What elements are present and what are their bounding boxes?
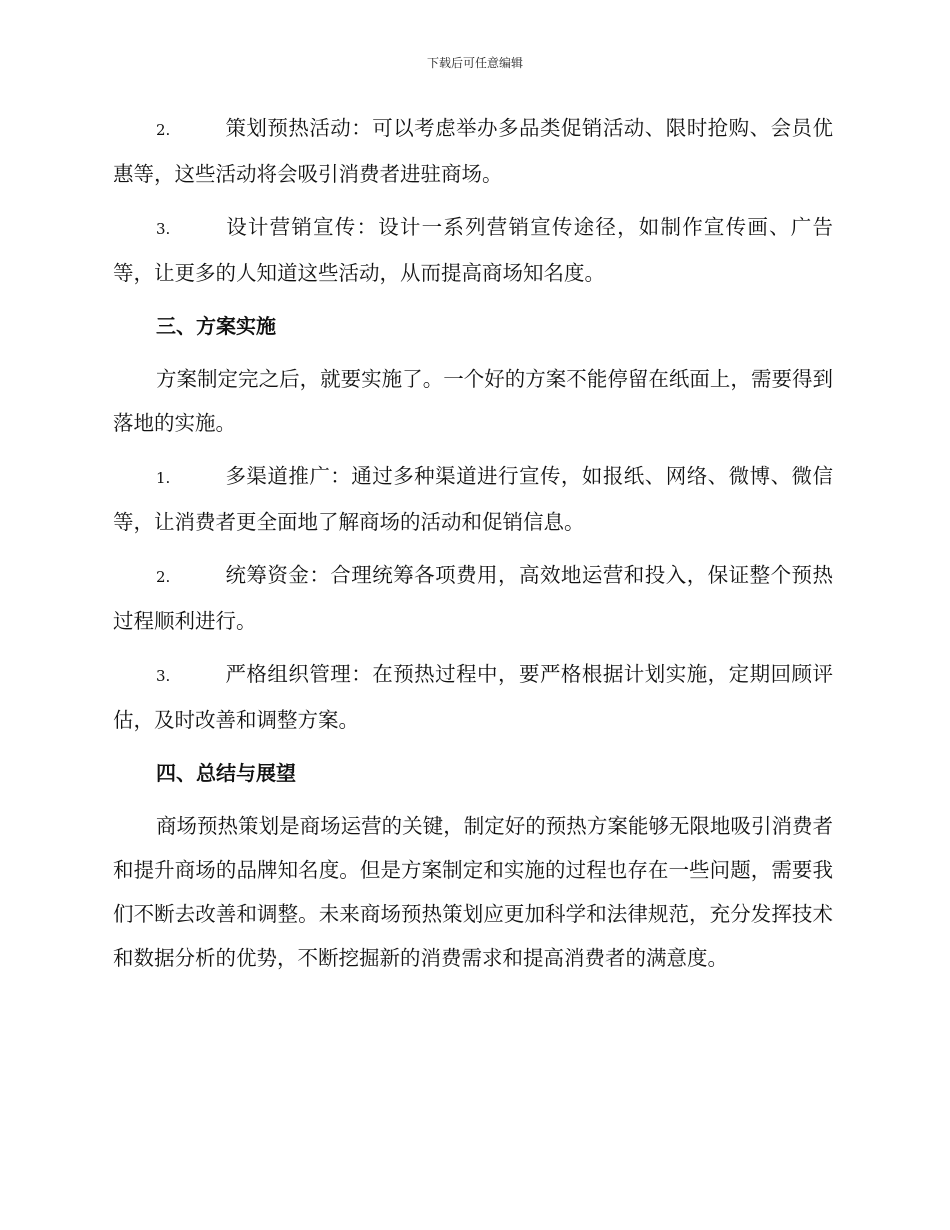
document-body: [113, 106, 833, 989]
list-item-text: 严格组织管理：在预热过程中，要严格根据计划实施，定期回顾评估，及时改善和调整方案。: [113, 662, 833, 732]
list-item: [113, 652, 833, 742]
section-heading-implementation: 三、方案实施: [156, 314, 276, 338]
list-item: [113, 454, 833, 544]
list-item-text: 多渠道推广：通过多种渠道进行宣传，如报纸、网络、微博、微信等，让消费者更全面地了解商场的活动和促销信息。: [113, 464, 833, 534]
list-item-number: 2.: [156, 568, 171, 586]
section-intro-paragraph: 方案制定完之后，就要实施了。一个好的方案不能停留在纸面上，需要得到落地的实施。: [113, 367, 833, 435]
list-item: [113, 205, 833, 295]
list-item-number: 1.: [156, 469, 171, 487]
list-item-number: 2.: [156, 121, 171, 139]
section-heading-summary: 四、总结与展望: [156, 761, 296, 785]
list-item: [113, 106, 833, 196]
list-item-text: 策划预热活动：可以考虑举办多品类促销活动、限时抢购、会员优惠等，这些活动将会吸引消费者进驻商场。: [113, 116, 833, 186]
list-item-number: 3.: [156, 667, 171, 685]
list-item-text: 设计营销宣传：设计一系列营销宣传途径，如制作宣传画、广告等，让更多的人知道这些活动，从而提高商场知名度。: [113, 215, 833, 285]
list-item-number: 3.: [156, 220, 171, 238]
page-header: 下载后可任意编辑: [426, 56, 523, 70]
summary-paragraph: 商场预热策划是商场运营的关键，制定好的预热方案能够无限地吸引消费者和提升商场的品牌知名度。但是方案制定和实施的过程也存在一些问题，需要我们不断去改善和调整。未来商场预热策划应更加科学和法律规范，充分发挥技术和数据分析的优势，不断挖掘新的消费需求和提高消费者的满意度。: [113, 814, 833, 970]
list-item-text: 统筹资金：合理统筹各项费用，高效地运营和投入，保证整个预热过程顺利进行。: [113, 563, 833, 633]
list-item: [113, 553, 833, 643]
